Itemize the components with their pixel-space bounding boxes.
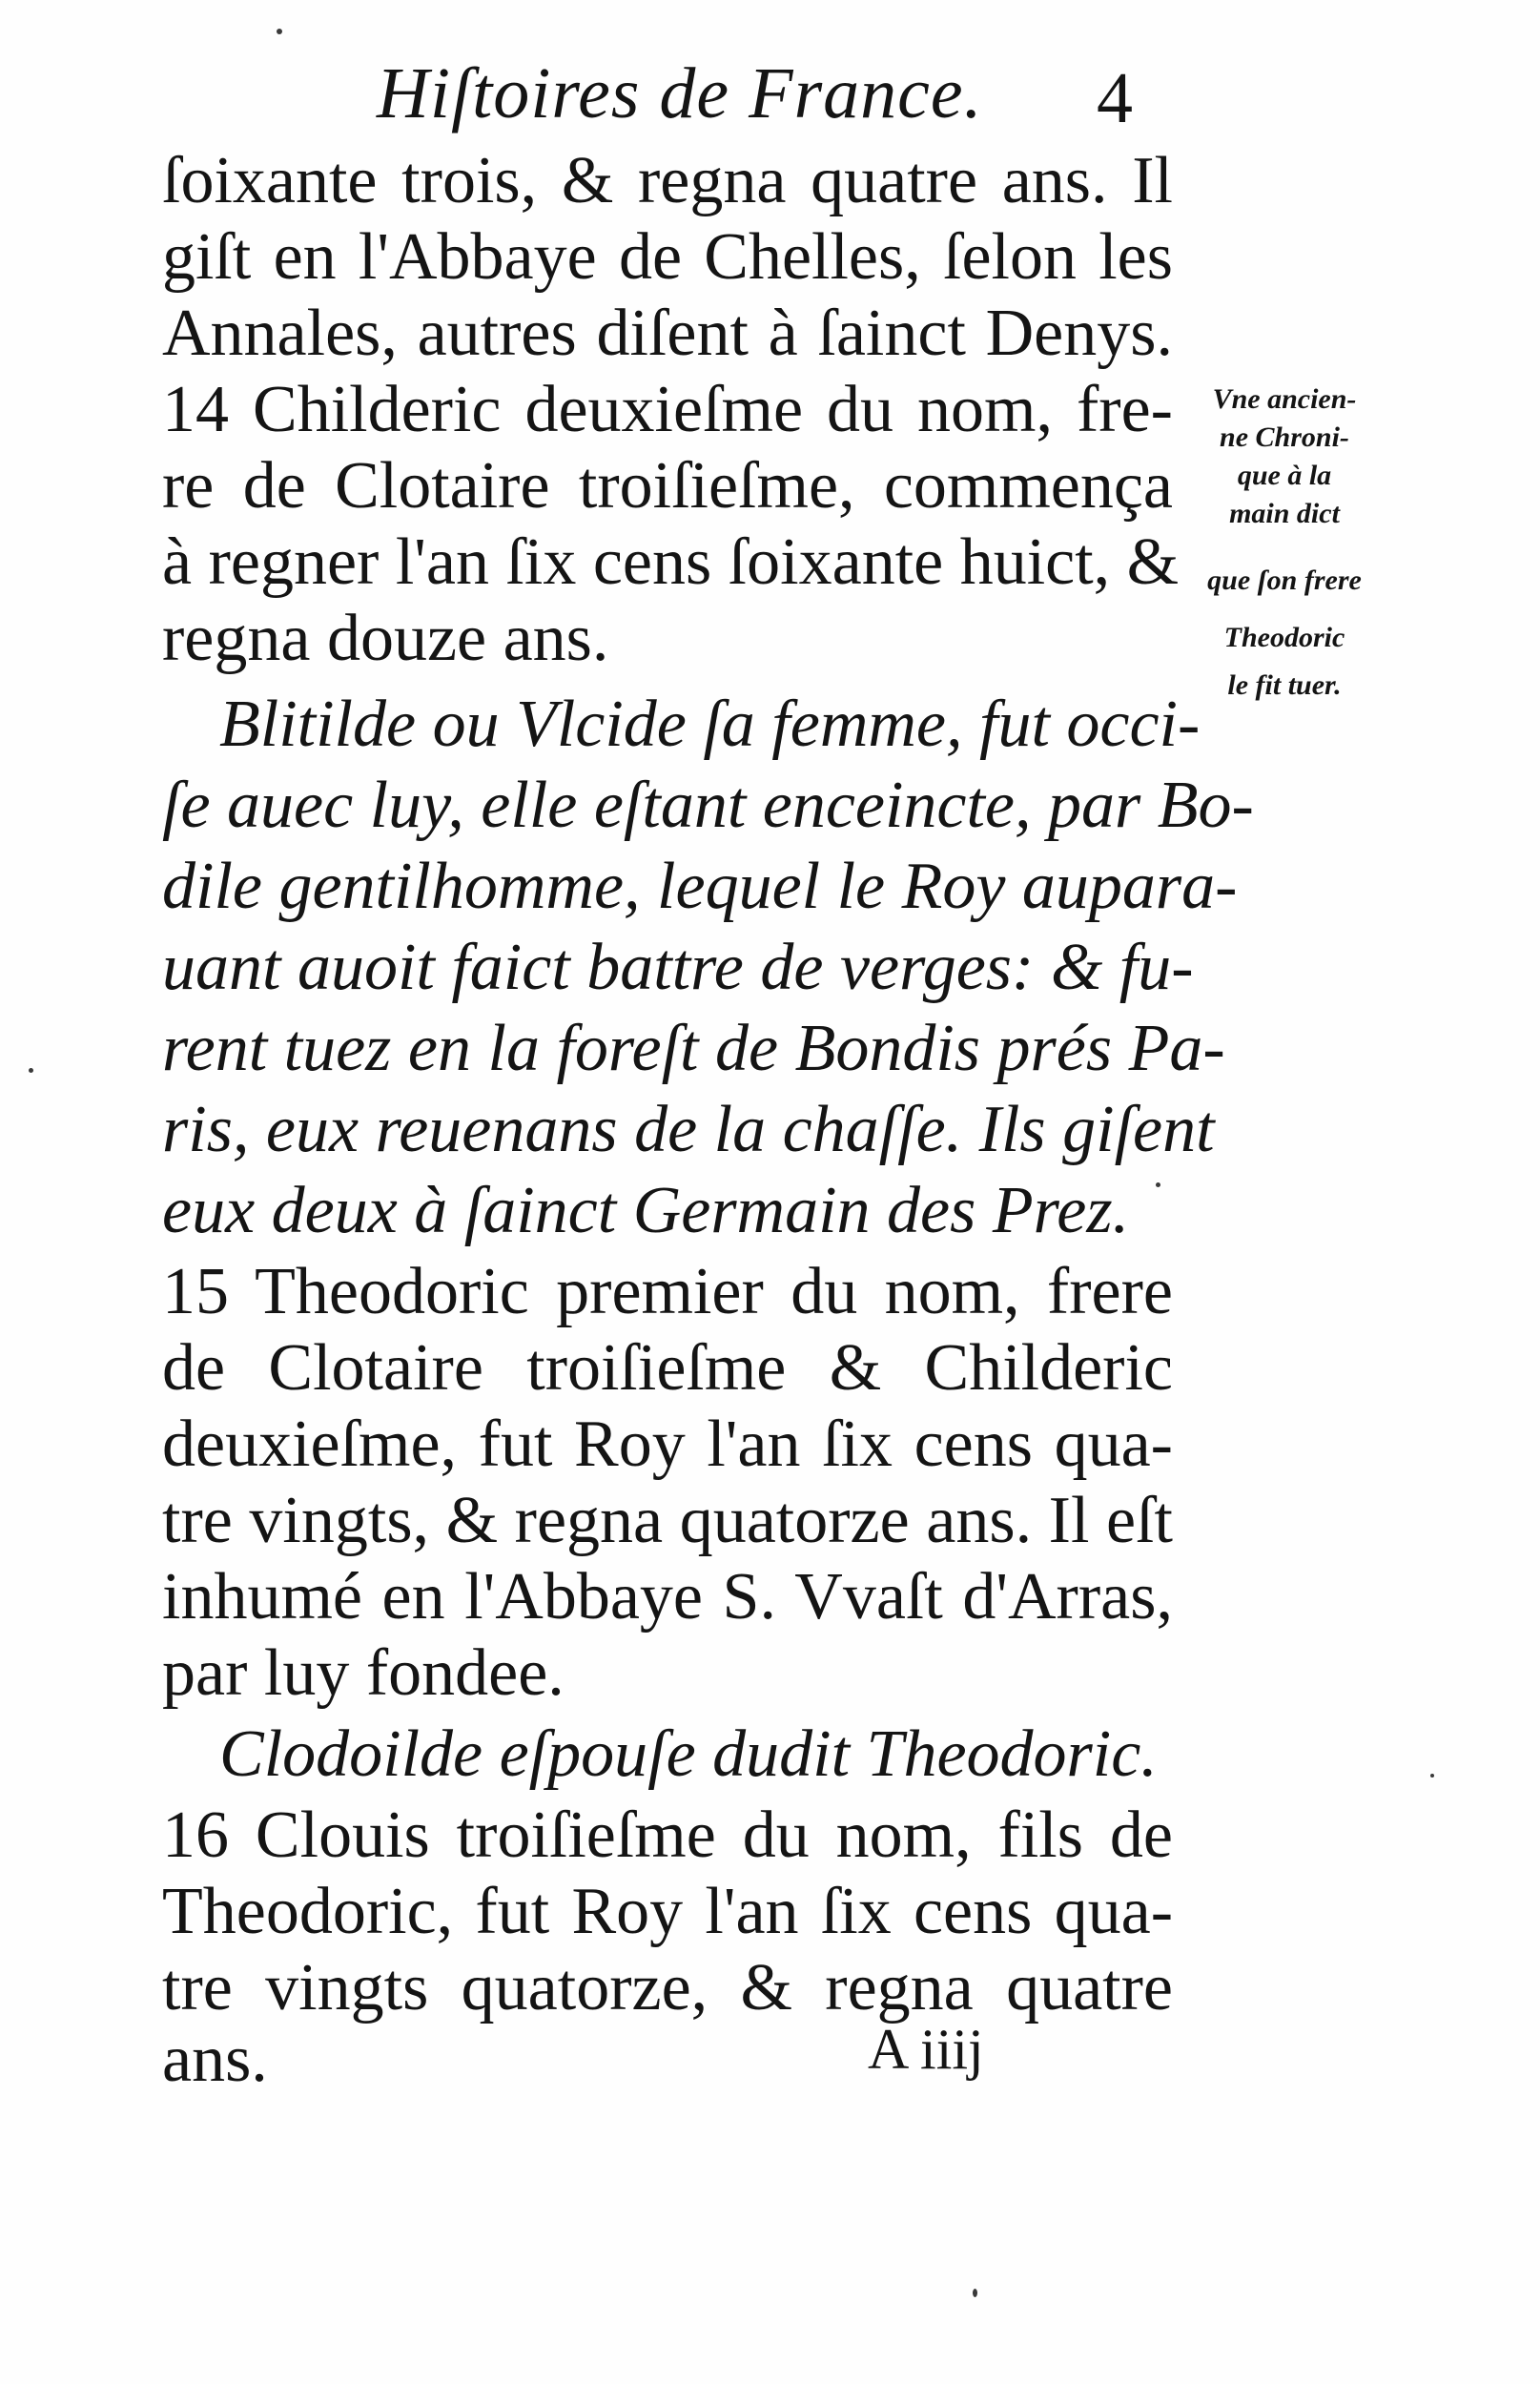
body-line: giſt en l'Abbaye de Chelles, ſelon les	[162, 220, 1173, 294]
body-line: inhumé en l'Abbaye S. Vvaſt d'Arras,	[162, 1560, 1173, 1634]
body-line-italic: uant auoit faict battre de verges: & fu-	[162, 931, 1194, 1004]
body-line: par luy fondee.	[162, 1636, 565, 1710]
body-line: tre vingts, & regna quatorze ans. Il eſt	[162, 1484, 1173, 1557]
body-line: 14 Childeric deuxieſme du nom, fre-	[162, 373, 1173, 446]
margin-note-line: Vne ancien-	[1212, 383, 1357, 415]
ink-speck	[29, 1068, 33, 1073]
ink-speck	[1430, 1774, 1434, 1778]
body-line: tre vingts quatorze, & regna quatre	[162, 1951, 1173, 2024]
margin-note-line: Theodoric	[1223, 622, 1345, 653]
body-line: 16 Clouis troiſieſme du nom, fils de	[162, 1798, 1173, 1872]
page-number: 4	[1097, 58, 1133, 138]
margin-note-line: ne Chroni-	[1220, 421, 1349, 453]
margin-note-line: le fit tuer.	[1227, 669, 1342, 701]
body-line: à regner l'an ſix cens ſoixante huict, &	[162, 525, 1180, 599]
margin-note-line: main dict	[1229, 498, 1340, 529]
body-line-italic: Clodoilde eſpouſe dudit Theodoric.	[219, 1717, 1158, 1791]
ink-speck	[1156, 1182, 1160, 1187]
body-line: re de Clotaire troiſieſme, commença	[162, 449, 1173, 523]
margin-note-line: que à la	[1237, 460, 1332, 491]
running-head: Hiſtoires de France.	[377, 53, 983, 134]
body-line-italic: eux deux à ſainct Germain des Prez.	[162, 1174, 1130, 1247]
body-line-italic: Blitilde ou Vlcide ſa femme, fut occi-	[219, 688, 1201, 761]
ink-speck	[277, 29, 282, 34]
body-line-italic: dile gentilhomme, lequel le Roy aupara-	[162, 850, 1238, 923]
body-line: Annales, autres diſent à ſainct Denys.	[162, 297, 1173, 370]
body-line-italic: rent tuez en la foreſt de Bondis prés Pa-	[162, 1012, 1225, 1085]
margin-note-line: que ſon frere	[1207, 565, 1362, 596]
signature-mark: A iiij	[868, 2018, 984, 2081]
body-line: regna douze ans.	[162, 602, 609, 675]
body-line: de Clotaire troiſieſme & Childeric	[162, 1331, 1173, 1405]
body-line: 15 Theodoric premier du nom, frere	[162, 1255, 1173, 1328]
ink-speck	[973, 2289, 977, 2297]
body-line-italic: ris, eux reuenans de la chaſſe. Ils giſent	[162, 1093, 1215, 1166]
body-line-italic: ſe auec luy, elle eſtant enceincte, par Bo-	[162, 769, 1254, 842]
body-line: Theodoric, fut Roy l'an ſix cens qua-	[162, 1875, 1173, 1948]
body-line: ſoixante trois, & regna quatre ans. Il	[162, 144, 1173, 217]
body-line: deuxieſme, fut Roy l'an ſix cens qua-	[162, 1408, 1173, 1481]
body-line: ans.	[162, 2023, 268, 2096]
